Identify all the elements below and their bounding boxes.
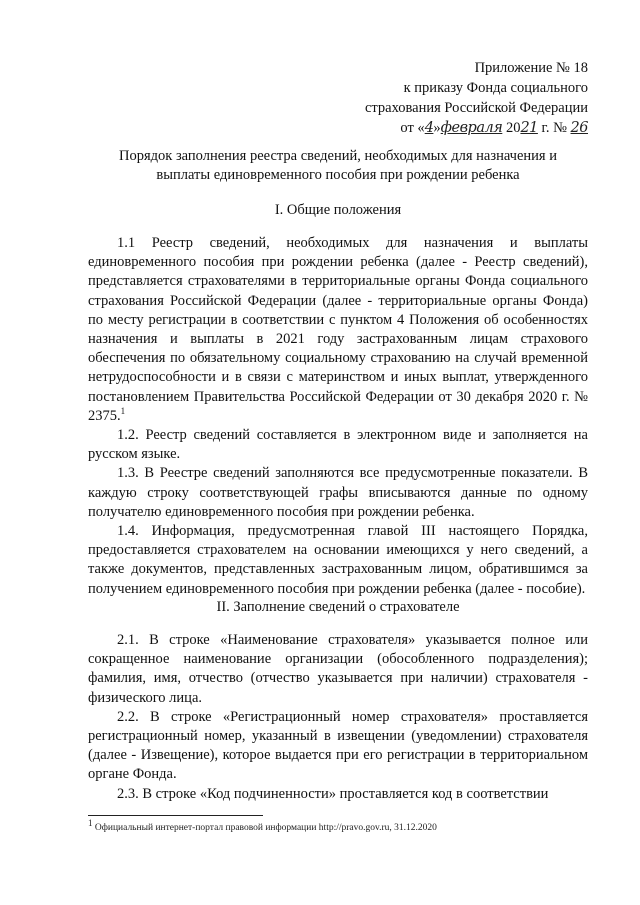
- paragraph-1-3: 1.3. В Реестре сведений заполняются все предусмотренные показатели. В каждую строку соответствующей графы вписываются данные по одному получателю единовременного пособия при рождении ребенка.: [88, 465, 588, 520]
- fund-name: страхования Российской Федерации: [364, 100, 588, 116]
- footnote-text: Официальный интернет-портал правовой информации http://pravo.gov.ru, 31.12.2020: [92, 823, 437, 833]
- footnote-divider: [88, 815, 263, 816]
- section-1-heading: I. Общие положения: [274, 202, 402, 218]
- footnote-mark: 1: [88, 817, 93, 828]
- paragraph-1-4: 1.4. Информация, предусмотренная главой III настоящего Порядка, предоставляется страхователем на основании имеющихся у него сведений, а также документов, представленных застрахованным лицом, обратившимся за получением единовременного пособия при рождении ребенка (далее - пособие).: [88, 523, 588, 597]
- footnote: [88, 817, 608, 834]
- handwritten-order-number: 26: [570, 120, 588, 136]
- appendix-number: Приложение № 18: [474, 60, 588, 76]
- handwritten-year: 21: [520, 120, 538, 136]
- paragraph-2-1: 2.1. В строке «Наименование страхователя» указывается полное или сокращенное наименование организации (обособленного подразделения); фамилия, имя, отчество (отчество указывается при наличии) страхователя - физического лица.: [88, 632, 588, 706]
- handwritten-month: февраля: [440, 120, 503, 136]
- order-date-line: от «4»февраля 2021 г. № 26: [400, 120, 588, 136]
- section-2-body: [88, 631, 588, 804]
- paragraph-1-1: 1.1 Реестр сведений, необходимых для назначения и выплаты единовременного пособия при рождении ребенка (далее - Реестр сведений), представляется страхователями в территориальные органы Фонда социального страхования Российской Федерации (далее - территориальные органы Фонда) по месту регистрации в соответствии с пунктом 4 Положения об особенностях назначения и выплаты в 2021 году застрахованным лицам страхового обеспечения по обязательному социальному страхованию на случай временной нетрудоспособности и в связи с материнством и иных выплат, утвержденного постановлением Правительства Российской Федерации от 30 декабря 2020 г. № 2375.$^1$: [88, 235, 588, 424]
- footnote-ref: 1: [120, 406, 126, 416]
- appendix-header: [288, 58, 588, 138]
- document-title: Порядок заполнения реестра сведений, необходимых для назначения и выплаты единовременного пособия при рождении ребенка: [119, 148, 557, 183]
- paragraph-1-2: 1.2. Реестр сведений составляется в электронном виде и заполняется на русском языке.: [88, 427, 588, 463]
- section-2-heading: II. Заполнение сведений о страхователе: [216, 599, 460, 615]
- section-1-body: [88, 234, 588, 599]
- order-reference: к приказу Фонда социального: [403, 80, 588, 96]
- handwritten-day: 4: [424, 120, 434, 136]
- paragraph-2-3: 2.3. В строке «Код подчиненности» проставляется код в соответствии: [117, 785, 549, 802]
- paragraph-2-2: 2.2. В строке «Регистрационный номер страхователя» проставляется регистрационный номер, указанный в извещении (уведомлении) страхователя (далее - Извещение), которое выдается при его регистрации в территориальном органе Фонда.: [88, 708, 588, 783]
